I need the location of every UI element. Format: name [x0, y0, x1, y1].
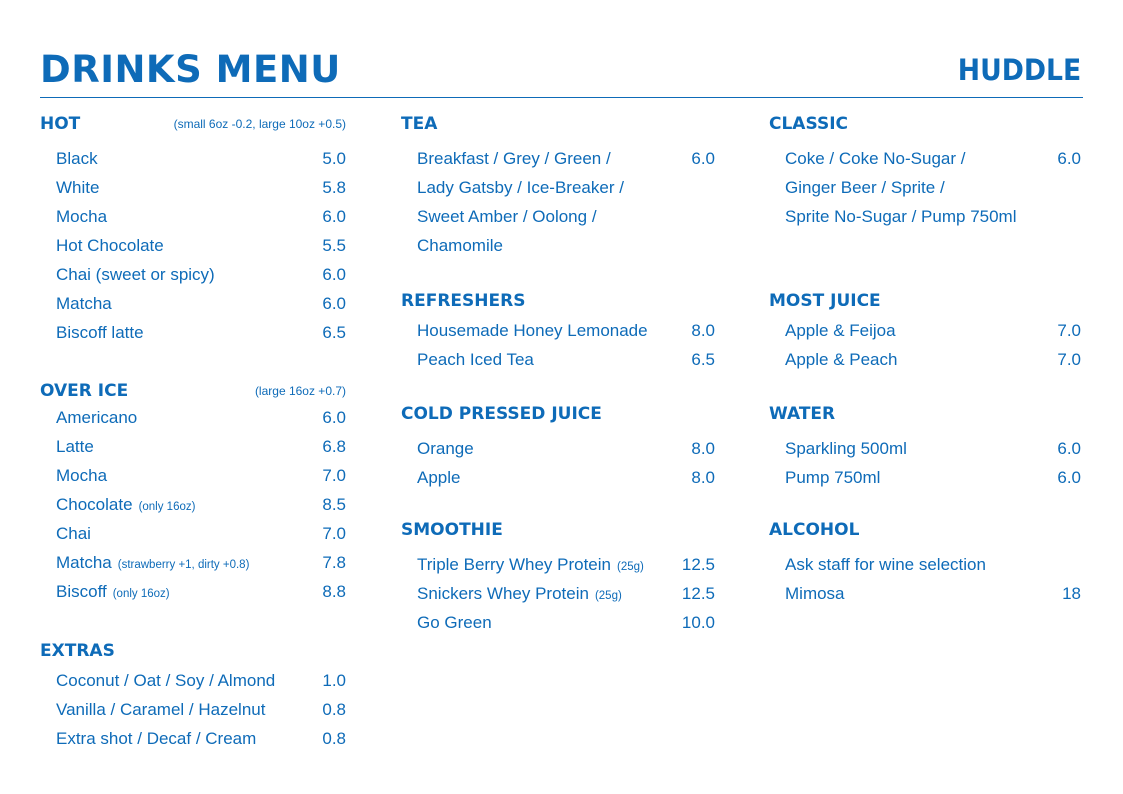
item-name: Apple [417, 468, 461, 487]
menu-item [401, 579, 715, 608]
item-note: (only 16oz) [112, 588, 170, 600]
section-title-refreshers: REFRESHERS [401, 291, 526, 311]
item-name: Sweet Amber / Oolong / [417, 207, 597, 226]
item-name: Pump 750ml [785, 468, 881, 487]
menu-item [401, 463, 715, 492]
item-price: 5.5 [322, 236, 346, 255]
item-price: 6.0 [322, 265, 346, 284]
item-name: Biscoff latte [56, 323, 144, 342]
item-name: Breakfast / Grey / Green / [417, 149, 611, 168]
item-name: Latte [56, 437, 94, 456]
section-hot [40, 112, 346, 347]
item-name: Chai [56, 524, 91, 543]
menu-item [40, 490, 346, 519]
item-name: Matcha [56, 294, 112, 313]
menu-item [40, 695, 346, 724]
item-price: 6.5 [691, 350, 715, 369]
menu-item [769, 144, 1081, 173]
item-name: Ask staff for wine selection [785, 555, 986, 574]
item-name: Go Green [417, 613, 492, 632]
section-title-smoothie: SMOOTHIE [401, 520, 503, 540]
item-name: Peach Iced Tea [417, 350, 534, 369]
item-name: Apple & Peach [785, 350, 898, 369]
item-price: 12.5 [681, 584, 715, 603]
section-title-most-juice: MOST JUICE [769, 291, 881, 311]
menu-item [40, 724, 346, 753]
item-note: (25g) [616, 561, 644, 573]
menu-item [769, 345, 1081, 374]
section-classic [769, 112, 1081, 231]
item-price: 0.8 [322, 729, 346, 748]
section-title-over-ice: OVER ICE (large 16oz +0.7) [40, 381, 346, 401]
item-price: 8.8 [322, 582, 346, 601]
item-name: Housemade Honey Lemonade [417, 321, 648, 340]
menu-item [40, 432, 346, 461]
item-name: Hot Chocolate [56, 236, 164, 255]
item-price: 6.0 [322, 408, 346, 427]
item-name: Mocha [56, 466, 108, 485]
section-title-tea: TEA [401, 114, 438, 134]
menu-item-continued [769, 202, 1081, 231]
menu-item [40, 548, 346, 577]
item-price: 6.0 [322, 294, 346, 313]
item-note: (only 16oz) [138, 501, 196, 513]
item-name: Sparkling 500ml [785, 439, 907, 458]
item-price: 6.0 [1057, 468, 1081, 487]
section-title-extras: EXTRAS [40, 641, 115, 661]
item-price: 6.0 [1057, 149, 1081, 168]
menu-item [40, 260, 346, 289]
menu-item [40, 231, 346, 260]
menu-column-1 [40, 0, 346, 794]
item-price: 7.0 [322, 524, 346, 543]
section-title-cold-pressed-juice: COLD PRESSED JUICE [401, 404, 602, 424]
menu-item [40, 577, 346, 606]
item-price: 6.8 [322, 437, 346, 456]
menu-item [401, 550, 715, 579]
item-name: Snickers Whey Protein (25g) [417, 584, 622, 603]
item-name: White [56, 178, 100, 197]
item-name: Americano [56, 408, 138, 427]
item-price: 5.0 [322, 149, 346, 168]
menu-item [40, 461, 346, 490]
item-name: Extra shot / Decaf / Cream [56, 729, 257, 748]
section-title-classic: CLASSIC [769, 114, 848, 134]
section-note-hot: (small 6oz -0.2, large 10oz +0.5) [173, 117, 346, 131]
item-price: 12.5 [681, 555, 715, 574]
item-name: Orange [417, 439, 474, 458]
item-name: Ginger Beer / Sprite / [785, 178, 945, 197]
item-price: 8.5 [322, 495, 346, 514]
menu-item [769, 579, 1081, 608]
menu-item [769, 550, 1081, 579]
item-price: 7.0 [1057, 321, 1081, 340]
item-name: Vanilla / Caramel / Hazelnut [56, 700, 266, 719]
item-name: Sprite No-Sugar / Pump 750ml [785, 207, 1017, 226]
section-title-alcohol: ALCOHOL [769, 520, 860, 540]
menu-item [40, 403, 346, 432]
item-price: 6.0 [1057, 439, 1081, 458]
menu-item [401, 144, 715, 173]
menu-item [769, 316, 1081, 345]
item-price: 8.0 [691, 468, 715, 487]
item-price: 7.0 [1057, 350, 1081, 369]
section-alcohol [769, 518, 1081, 608]
item-name: Mocha [56, 207, 108, 226]
section-water [769, 402, 1081, 492]
item-note: (25g) [594, 590, 622, 602]
menu-item [769, 463, 1081, 492]
item-price: 6.5 [322, 323, 346, 342]
item-name: Matcha (strawberry +1, dirty +0.8) [56, 553, 250, 572]
menu-item [40, 289, 346, 318]
section-title-water: WATER [769, 404, 836, 424]
item-price: 10.0 [681, 613, 715, 632]
section-tea [401, 112, 715, 260]
item-name: Chamomile [417, 236, 503, 255]
menu-item [40, 519, 346, 548]
menu-item [401, 608, 715, 637]
item-name: Black [56, 149, 98, 168]
item-name: Coke / Coke No-Sugar / [785, 149, 966, 168]
item-name: Triple Berry Whey Protein (25g) [417, 555, 644, 574]
item-name: Mimosa [785, 584, 845, 603]
menu-item [40, 144, 346, 173]
menu-item [40, 173, 346, 202]
item-price: 1.0 [322, 671, 346, 690]
item-name: Chocolate (only 16oz) [56, 495, 196, 514]
brand-logo: HUDDLE [957, 53, 1081, 87]
section-refreshers [401, 289, 715, 374]
menu-item-continued [401, 202, 715, 231]
item-price: 6.0 [322, 207, 346, 226]
section-smoothie [401, 518, 715, 637]
item-name: Apple & Feijoa [785, 321, 896, 340]
menu-column-3 [769, 0, 1081, 794]
menu-item [401, 316, 715, 345]
item-price: 7.0 [322, 466, 346, 485]
section-note-over-ice: (large 16oz +0.7) [254, 384, 346, 398]
item-price: 8.0 [691, 321, 715, 340]
menu-item-continued [401, 231, 715, 260]
page-title: DRINKS MENU [40, 48, 341, 91]
menu-item [401, 345, 715, 374]
section-cold-pressed-juice [401, 402, 715, 492]
item-price: 18 [1062, 584, 1081, 603]
item-price: 6.0 [691, 149, 715, 168]
menu-column-2 [401, 0, 715, 794]
item-name: Lady Gatsby / Ice-Breaker / [417, 178, 624, 197]
item-price: 0.8 [322, 700, 346, 719]
section-title-hot: HOT (small 6oz -0.2, large 10oz +0.5) [40, 114, 346, 134]
item-name: Chai (sweet or spicy) [56, 265, 215, 284]
menu-item-continued [769, 173, 1081, 202]
item-name: Coconut / Oat / Soy / Almond [56, 671, 276, 690]
menu-item-continued [401, 173, 715, 202]
menu-item [40, 666, 346, 695]
menu-item [40, 318, 346, 347]
item-price: 8.0 [691, 439, 715, 458]
section-extras [40, 639, 346, 753]
item-price: 5.8 [322, 178, 346, 197]
section-most-juice [769, 289, 1081, 374]
menu-item [40, 202, 346, 231]
menu-item [401, 434, 715, 463]
item-price: 7.8 [322, 553, 346, 572]
item-name: Biscoff (only 16oz) [56, 582, 170, 601]
menu-item [769, 434, 1081, 463]
section-over-ice [40, 379, 346, 606]
item-note: (strawberry +1, dirty +0.8) [117, 559, 250, 571]
